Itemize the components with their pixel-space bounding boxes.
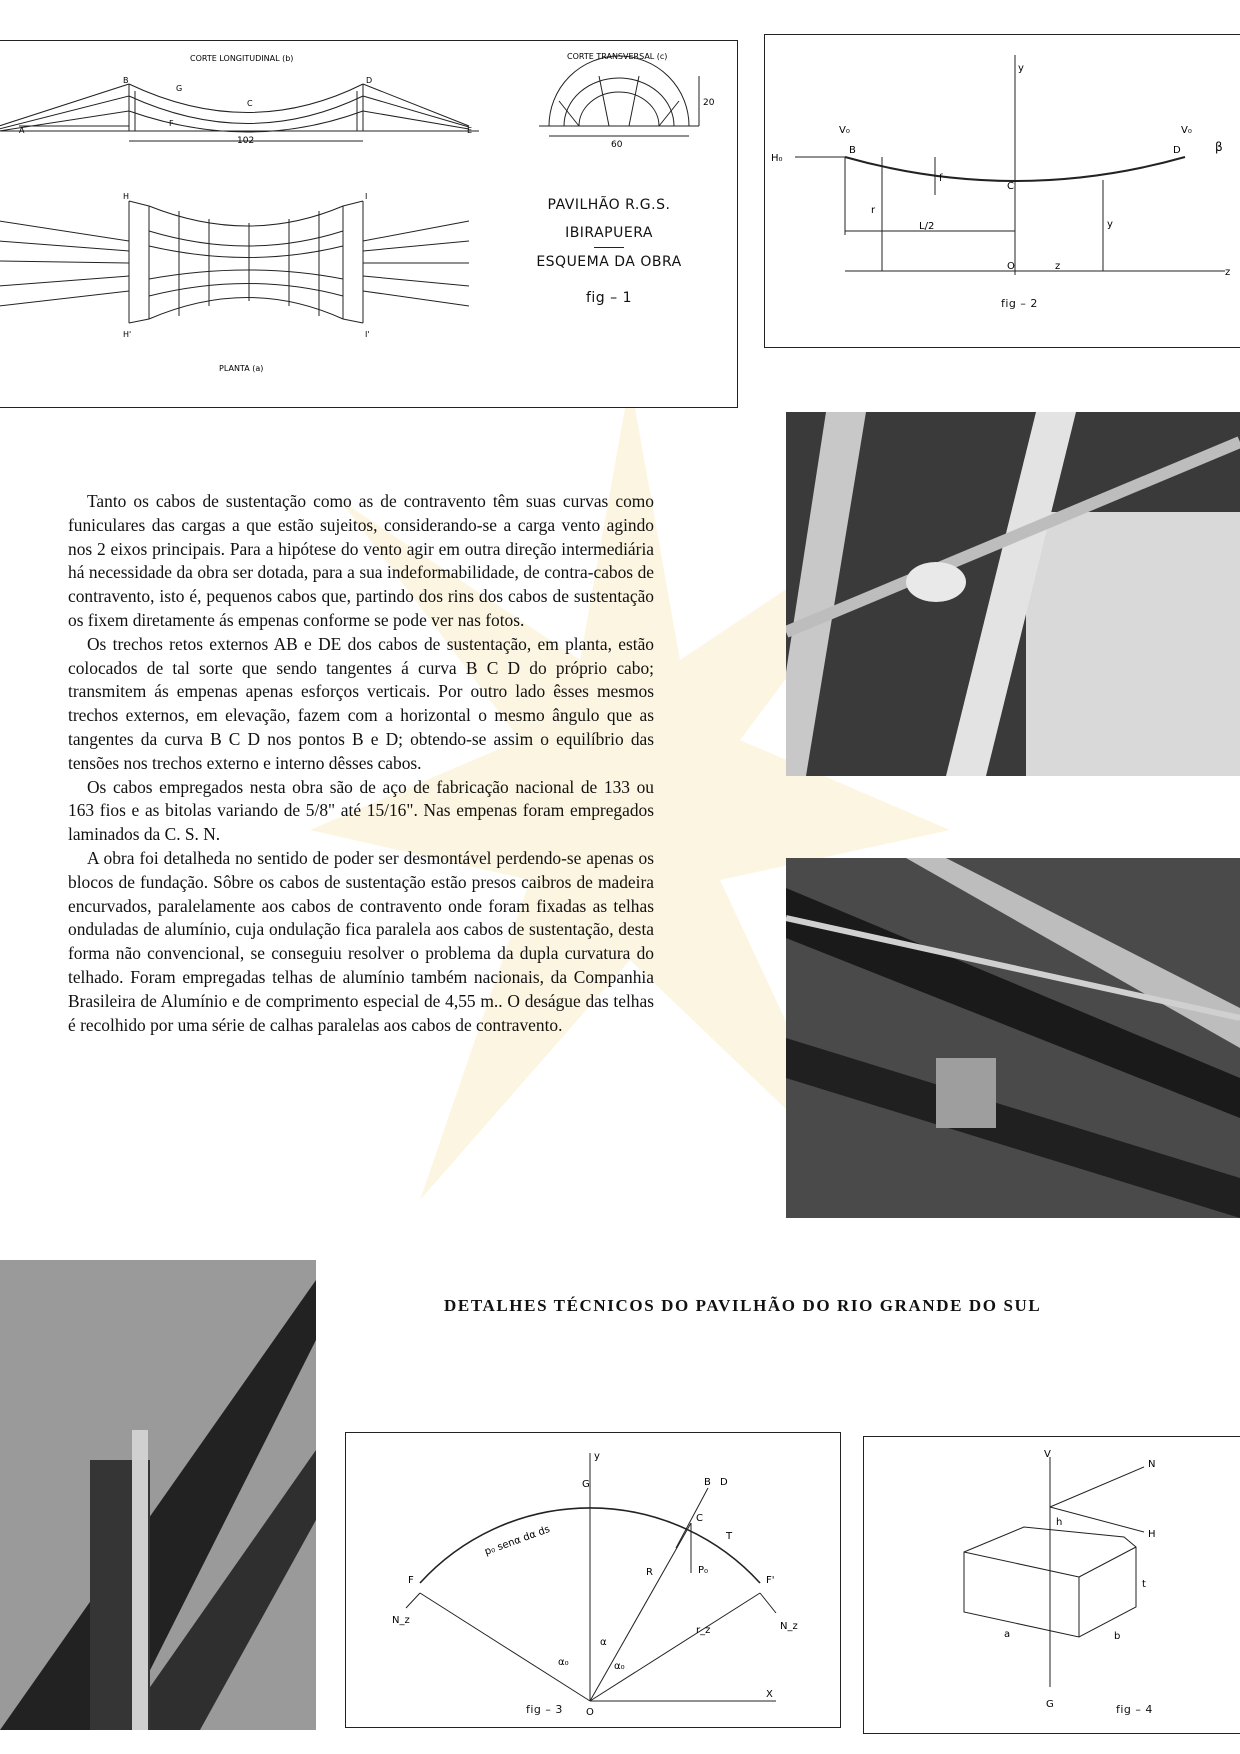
fig1-dim-60: 60	[611, 140, 623, 150]
fig3-point-T: T	[726, 1531, 733, 1542]
fig4-label-H: H	[1148, 1529, 1156, 1540]
body-paragraph-3: Os cabos empregados nesta obra são de aço de fabricação nacional de 133 ou 163 fios e as bitolas variando de 5/8" até 15/16". Nas empenas foram empregados laminados da C. S. N.	[68, 776, 654, 845]
fig1-title-line1: PAVILHÃO R.G.S.	[547, 197, 671, 213]
fig1-planta-label: PLANTA (a)	[219, 364, 264, 373]
fig3-diagram	[346, 1433, 840, 1727]
photo-cable-clamp-2	[786, 858, 1240, 1218]
fig2-label-V0-right: V₀	[1181, 125, 1192, 136]
fig1-point-F: F	[169, 119, 174, 128]
fig1-point-C: C	[247, 99, 253, 108]
fig1-point-H: H	[123, 192, 130, 201]
fig1-point-A: A	[19, 126, 25, 135]
fig4-diagram	[864, 1437, 1240, 1733]
fig1-point-I: I	[365, 192, 368, 201]
fig1-point-D: D	[366, 76, 373, 85]
fig1-point-I2: I'	[365, 330, 370, 339]
fig1-panel	[0, 40, 738, 408]
fig4-panel	[863, 1436, 1240, 1734]
fig3-point-B: B	[704, 1477, 711, 1488]
fig1-caption: fig – 1	[585, 290, 632, 306]
fig3-point-C: C	[696, 1513, 703, 1524]
fig1-longitudinal-label: CORTE LONGITUDINAL (b)	[190, 54, 294, 63]
fig4-label-b: b	[1114, 1631, 1121, 1642]
fig4-label-N: N	[1148, 1459, 1156, 1470]
fig1-transversal-label: CORTE TRANSVERSAL (c)	[567, 52, 668, 61]
fig2-panel	[764, 34, 1240, 348]
fig3-load-label: p₀ senα dα ds	[483, 1523, 552, 1558]
fig4-label-a: a	[1004, 1629, 1011, 1640]
fig4-label-t: t	[1142, 1579, 1146, 1590]
fig3-label-alpha0-left: α₀	[558, 1657, 569, 1668]
fig3-point-F: F	[408, 1575, 414, 1586]
fig1-point-H2: H'	[123, 330, 132, 339]
fig2-point-B: B	[849, 145, 856, 156]
photo-cable-anchor	[0, 1260, 316, 1730]
fig1-title-line3: ESQUEMA DA OBRA	[536, 254, 682, 270]
body-text	[68, 490, 654, 1037]
fig1-dim-20: 20	[703, 98, 715, 108]
fig2-label-f: f	[939, 173, 943, 184]
fig2-label-z: z	[1055, 261, 1061, 272]
fig3-caption: fig – 3	[526, 1703, 563, 1716]
fig1-title	[519, 191, 699, 312]
body-paragraph-2: Os trechos retos externos AB e DE dos cabos de sustentação, em planta, estão colocados de tal sorte que sendo tangentes á curva B C D do próprio cabo; transmitem ás empenas apenas esforços verticais. Por outro lado êsses mesmos trechos externos, em elevação, fazem com a horizontal o mesmo ângulo que as tangentes da curva B C D nos pontos B e D; obtendo-se assim o equilíbrio das tensões nos trechos externo e interno dêsses cabos.	[68, 633, 654, 773]
fig3-label-alpha: α	[600, 1637, 607, 1648]
body-paragraph-1: Tanto os cabos de sustentação como as de contravento têm suas curvas como funiculares das cargas a que estão sujeitos, considerando-se a carga vento agindo nos 2 eixos principais. Para a hipótese do vento agir em outra direção intermediária há necessidade da obra ser dotada, para a sua indeformabilidade, de contra-cabos de contravento, isto é, pequenos cabos que, partindo dos rins dos cabos de sustentação os fixem diretamente ás empenas conforme se pode ver nas fotos.	[68, 491, 654, 630]
fig3-label-R: R	[646, 1567, 653, 1578]
fig3-label-P0: P₀	[698, 1565, 709, 1576]
section-heading: DETALHES TÉCNICOS DO PAVILHÃO DO RIO GRANDE DO SUL	[444, 1296, 1042, 1315]
fig1-title-line2: IBIRAPUERA	[565, 225, 653, 241]
fig2-origin: O	[1007, 261, 1015, 272]
fig4-label-V: V	[1044, 1449, 1051, 1460]
fig2-label-V0: V₀	[839, 125, 850, 136]
fig4-label-h: h	[1056, 1517, 1063, 1528]
fig3-point-D: D	[720, 1477, 728, 1488]
fig3-point-G: G	[582, 1479, 590, 1490]
fig1-point-G: G	[176, 84, 183, 93]
fig1-dim-102: 102	[237, 136, 255, 146]
fig3-label-alpha0-right: α₀	[614, 1661, 625, 1672]
fig3-panel	[345, 1432, 841, 1728]
fig2-caption: fig – 2	[1001, 297, 1038, 310]
fig2-label-r: r	[871, 205, 876, 216]
fig2-axis-y: y	[1018, 63, 1024, 74]
fig3-label-Nz-right: N_z	[780, 1621, 798, 1632]
fig3-axis-x: X	[766, 1689, 773, 1700]
body-paragraph-4: A obra foi detalheda no sentido de poder ser desmontável perdendo-se apenas os blocos de fundação. Sôbre os cabos de sustentação estão presos caibros de madeira encurvados, paralelamente aos cabos de contravento onde foram fixadas as telhas onduladas de alumínio, cuja ondulação fica paralela aos cabos de sustentação, desta forma não convencional, se conseguiu resolver o problema da dupla curvatura do telhado. Foram empregadas telhas de alumínio também nacionais, da Companhia Brasileira de Alumínio e de comprimento especial de 4,55 m.. O deságue das telhas é recolhido por uma série de calhas paralelas aos cabos de contravento.	[68, 847, 654, 1035]
fig4-label-G: G	[1046, 1699, 1054, 1710]
fig2-label-y: y	[1107, 219, 1113, 230]
fig2-point-C: C	[1007, 181, 1014, 192]
photo-cable-clamp-1	[786, 412, 1240, 776]
fig2-label-beta: β	[1215, 140, 1223, 154]
fig4-caption: fig – 4	[1116, 1703, 1153, 1716]
fig3-label-Nz-left: N_z	[392, 1615, 410, 1626]
fig1-point-E: E	[467, 126, 473, 135]
fig2-label-L2: L/2	[919, 221, 935, 232]
fig1-point-B: B	[123, 76, 129, 85]
fig3-label-rz: r_z	[696, 1625, 711, 1636]
fig3-axis-y: y	[594, 1451, 600, 1462]
fig2-axis-z: z	[1225, 267, 1231, 278]
fig2-point-D: D	[1173, 145, 1181, 156]
fig3-origin: O	[586, 1707, 594, 1718]
fig3-point-F2: F'	[766, 1575, 775, 1586]
fig2-label-H0: H₀	[771, 153, 783, 164]
